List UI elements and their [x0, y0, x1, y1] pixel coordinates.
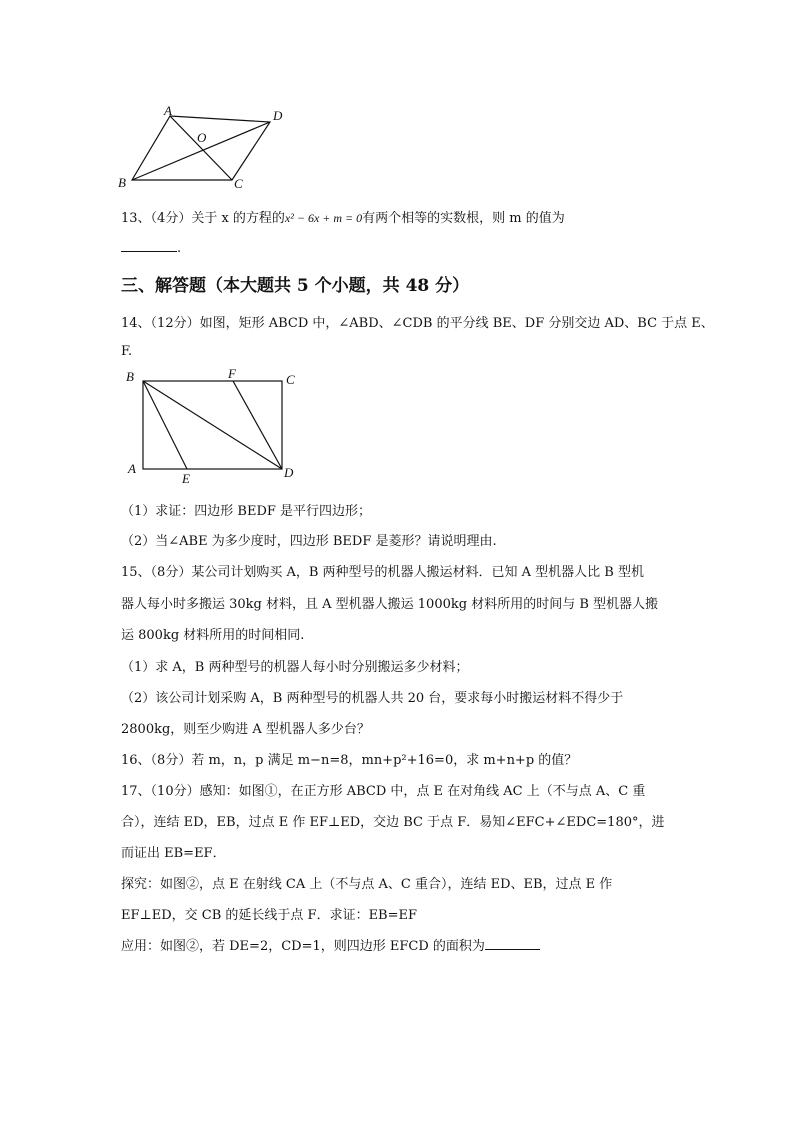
label-d: D: [284, 465, 294, 480]
label-a: A: [164, 103, 172, 118]
q17-apply: [121, 935, 540, 954]
q13-suffix: 有两个相等的实数根，则 m 的值为: [362, 211, 565, 226]
q17-line1: 17、（10分）感知：如图①，在正方形 ABCD 中，点 E 在对角线 AC 上（不与点 A、C 重: [121, 784, 646, 799]
label-c: C: [234, 176, 243, 191]
question-16: 16、（8分）若 m，n，p 满足 m−n=8，mn+p²+16=0，求 m+n+p 的值？: [121, 753, 578, 768]
q15-part2-line1: （2）该公司计划采购 A，B 两种型号的机器人共 20 台，要求每小时搬运材料不得少于: [121, 691, 624, 706]
label-a: A: [128, 461, 136, 476]
q15-part1: （1）求 A，B 两种型号的机器人每小时分别搬运多少材料；: [121, 660, 469, 675]
answer-blank: [121, 239, 177, 252]
q14-line1: 14、（12分）如图，矩形 ABCD 中，∠ABD、∠CDB 的平分线 BE、DF 分别交边 AD、BC 于点 E、: [121, 316, 714, 331]
q13-prefix: 13、（4分）关于 x 的方程的: [121, 211, 285, 226]
parallelogram-figure: [112, 102, 302, 192]
label-c: C: [286, 372, 295, 387]
label-d: D: [273, 108, 283, 123]
q17-explore-line2: EF⊥ED，交 CB 的延长线于点 F．求证：EB=EF: [121, 908, 418, 923]
q17-apply-text: 应用：如图②，若 DE=2，CD=1，则四边形 EFCD 的面积为: [121, 939, 485, 954]
q17-line2: 合），连结 ED，EB，过点 E 作 EF⊥ED，交边 BC 于点 F．易知∠EFC+∠EDC=180°，进: [121, 815, 665, 830]
section-title: 三、解答题（本大题共 5 个小题，共 48 分）: [121, 276, 470, 296]
q13-answer-line: [121, 239, 181, 256]
question-13: [121, 207, 565, 226]
q14-part1: （1）求证：四边形 BEDF 是平行四边形；: [121, 504, 372, 519]
q15-part2-line2: 2800kg，则至少购进 A 型机器人多少台？: [121, 722, 370, 737]
q17-line3: 而证出 EB=EF．: [121, 846, 226, 861]
rectangle-figure: [120, 364, 310, 486]
q14-part2: （2）当∠ABE 为多少度时，四边形 BEDF 是菱形？请说明理由.: [121, 534, 497, 549]
diagonal-bd: [143, 381, 282, 469]
q17-explore-line1: 探究：如图②，点 E 在射线 CA 上（不与点 A、C 重合），连结 ED、EB，过点 E 作: [121, 877, 613, 892]
q15-line2: 器人每小时多搬运 30kg 材料，且 A 型机器人搬运 1000kg 材料所用的时间与 B 型机器人搬: [121, 597, 659, 612]
label-b: B: [118, 175, 126, 190]
segment-fd: [233, 381, 282, 469]
q14-line2: F.: [121, 344, 133, 359]
diagonal-ac: [170, 116, 232, 180]
q13-equation: x² − 6x + m = 0: [284, 211, 363, 225]
q15-line1: 15、（8分）某公司计划购买 A，B 两种型号的机器人搬运材料．已知 A 型机器人比 B 型机: [121, 565, 644, 580]
answer-blank: [485, 937, 540, 950]
segment-be: [143, 381, 187, 469]
label-o: O: [197, 130, 207, 145]
label-e: E: [182, 471, 190, 486]
q15-line3: 运 800kg 材料所用的时间相同.: [121, 628, 305, 643]
label-b: B: [126, 369, 134, 384]
label-f: F: [228, 366, 236, 381]
q13-end: .: [177, 241, 182, 256]
